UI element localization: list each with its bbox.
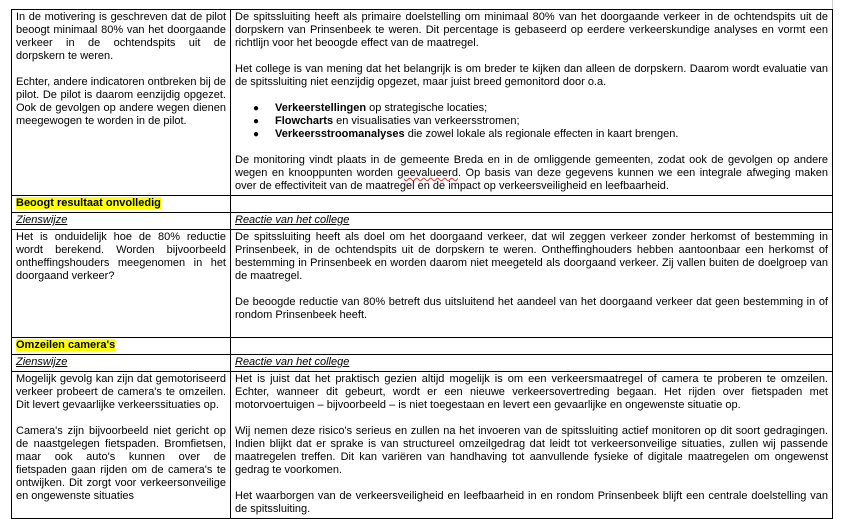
bold-term: Verkeerstellingen xyxy=(275,102,367,114)
table-row xyxy=(12,372,833,519)
list-text: en visualisaties van verkeersstromen; xyxy=(333,115,520,127)
label-row xyxy=(12,213,833,230)
paragraph: Camera's zijn bijvoorbeeld niet gericht op de naastgelegen fietspaden. Bromfietsen, maar ook auto's kunnen over de fietspaden gaan rijden om de camera's te ontwijken. Dit zorgt voor verkeersonveilige en ongewenste situaties xyxy=(16,425,226,502)
paragraph: Wij nemen deze risico's serieus en zullen na het invoeren van de spitssluiting actief monitoren op dit soort gedragingen. Indien blijkt dat er sprake is van structureel omzeilgedrag dat leidt tot verkeersonveilige situaties, zullen wij passende maatregelen treffen. Dit kan variëren van handhaving tot aanvullende fysieke of digitale maatregelen om ongewenst gedrag te voorkomen. xyxy=(235,425,828,476)
bullet-list xyxy=(235,102,828,141)
bold-term: Flowcharts xyxy=(275,115,334,127)
list-item xyxy=(253,102,828,115)
zienswijze-cell xyxy=(12,10,231,196)
empty-cell xyxy=(231,338,833,355)
label-row xyxy=(12,355,833,372)
section-title: Beoogt resultaat onvolledig xyxy=(16,197,161,209)
list-item xyxy=(253,128,828,141)
section-header-row xyxy=(12,338,833,355)
paragraph: Het waarborgen van de verkeersveiligheid en leefbaarheid in en rondom Prinsenbeek blijft een centrale doelstelling van de spitssluiting. xyxy=(235,490,828,515)
bold-term: Verkeersstroomanalyses xyxy=(275,128,405,140)
response-table xyxy=(11,9,833,519)
empty-paragraph xyxy=(235,322,828,335)
paragraph: De spitssluiting heeft als primaire doelstelling om minimaal 80% van het doorgaande verkeer in de ochtendspits uit de dorpskern van Prinsenbeek te weren. Dit percentage is gebaseerd op eerdere verkeerskundige analyses en vormt een richtlijn voor het beoogde effect van de maatregel. xyxy=(235,11,828,49)
label-zienswijze: Zienswijze xyxy=(12,355,231,372)
section-title: Omzeilen camera's xyxy=(16,339,116,351)
list-text: op strategische locaties; xyxy=(366,102,488,114)
zienswijze-cell xyxy=(12,230,231,338)
paragraph: Het is juist dat het praktisch gezien altijd mogelijk is om een verkeersmaatregel of camera te proberen te omzeilen. Echter, wanneer dit gebeurt, wordt er een nieuwe verkeersovertreding begaan. Het rijden over fietspaden met motorvoertuigen – bijvoorbeeld – is niet toegestaan en levert een gevaarlijke en ongewenste situatie op. xyxy=(235,373,828,411)
paragraph: Echter, andere indicatoren ontbreken bij de pilot. De pilot is daarom eenzijdig opgezet. Ook de gevolgen op andere wegen dienen meegewogen te worden in de pilot. xyxy=(16,76,226,127)
paragraph: De beoogde reductie van 80% betreft dus uitsluitend het aandeel van het doorgaand verkeer dat geen bestemming in of rondom Prinsenbeek heeft. xyxy=(235,296,828,321)
bullet-icon: ● xyxy=(253,103,260,114)
label-zienswijze: Zienswijze xyxy=(12,213,231,230)
zienswijze-cell xyxy=(12,372,231,519)
paragraph: Het college is van mening dat het belangrijk is om breder te kijken dan alleen de dorpskern. Daarom wordt evaluatie van de spitssluiting niet eenzijdig opgezet, maar juist breed gemonitord door o.a. xyxy=(235,63,828,88)
paragraph: In de motivering is geschreven dat de pilot beoogt minimaal 80% van het doorgaande verkeer in de ochtendspits uit de dorpskern te weren. xyxy=(16,11,226,62)
list-item xyxy=(253,115,828,128)
label-reactie: Reactie van het college xyxy=(231,213,833,230)
paragraph: Mogelijk gevolg kan zijn dat gemotoriseerd verkeer probeert de camera's te omzeilen. Dit levert gevaarlijke verkeerssituaties op. xyxy=(16,373,226,411)
list-text: die zowel lokale als regionale effecten in kaart brengen. xyxy=(404,128,679,140)
text-run: De monitoring vindt plaats in de gemeente Breda en in de omliggende gemeenten, zodat ook de gevolgen op andere wegen en knooppunten worden xyxy=(235,154,828,179)
table-row xyxy=(12,230,833,338)
misspelled-word[interactable]: geevalueerd xyxy=(397,167,458,179)
paragraph: Het is onduidelijk hoe de 80% reductie wordt berekend. Worden bijvoorbeeld ontheffingshouders meegenomen in het doorgaand verkeer? xyxy=(16,231,226,282)
paragraph xyxy=(235,154,828,193)
reactie-cell xyxy=(231,372,833,519)
reactie-cell xyxy=(231,230,833,338)
bullet-icon: ● xyxy=(253,116,260,127)
empty-cell xyxy=(231,196,833,213)
reactie-cell xyxy=(231,10,833,196)
table-row xyxy=(12,10,833,196)
label-reactie: Reactie van het college xyxy=(231,355,833,372)
bullet-icon: ● xyxy=(253,129,260,140)
section-title-cell xyxy=(12,196,231,213)
section-title-cell xyxy=(12,338,231,355)
text-run: . Op basis van deze gegevens kunnen we een integrale afweging maken over de effectiviteit van de maatregel en de impact op verkeersveiligheid en leefbaarheid. xyxy=(235,167,828,192)
paragraph: De spitssluiting heeft als doel om het doorgaand verkeer, dat wil zeggen verkeer zonder herkomst of bestemming in Prinsenbeek, in de ochtendspits uit de dorpskern te weren. Ontheffinghouders hebben aantoonbaar een herkomst of bestemming in Prinsenbeek en worden daarom niet meegeteld als doorgaand verkeer. Zij vallen buiten de doelgroep van de maatregel. xyxy=(235,231,828,282)
section-header-row xyxy=(12,196,833,213)
